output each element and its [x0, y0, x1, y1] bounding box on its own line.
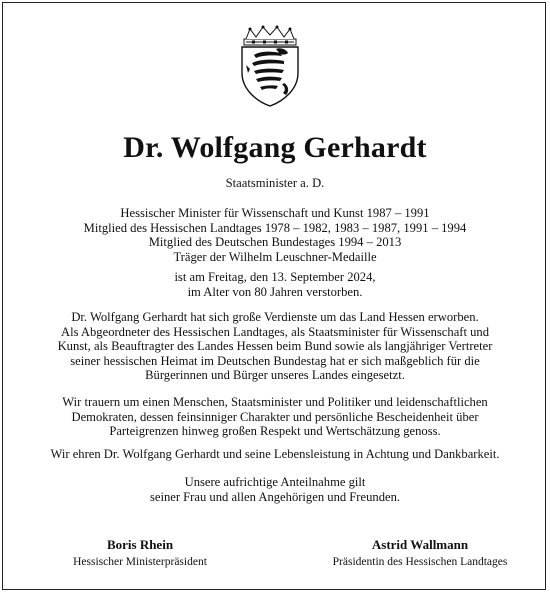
career-line: Mitglied des Hessischen Landtages 1978 – 1982, 1983 – 1987, 1991 – 1994 [83, 220, 467, 235]
paragraph-line: Parteigrenzen hinweg großen Respekt und Wertschätzung genoss. [109, 424, 441, 439]
career-line: Mitglied des Deutschen Bundestages 1994 – 2013 [148, 235, 402, 250]
honor-paragraph [0, 447, 550, 462]
signatory-role: Hessischer Ministerpräsident [73, 556, 207, 568]
mourning-paragraph [0, 395, 550, 439]
death-announcement [0, 270, 550, 299]
deceased-name: Dr. Wolfgang Gerhardt [123, 131, 427, 164]
paragraph-line: Wir ehren Dr. Wolfgang Gerhardt und seine Lebensleistung in Achtung und Dankbarkeit. [50, 447, 500, 461]
paragraph-line: Demokraten, dessen feinsinniger Charakter und persönliche Bescheidenheit über [71, 409, 479, 424]
condolence-block [0, 475, 550, 504]
honorary-title [0, 176, 550, 191]
career-line: Hessischer Minister für Wissenschaft und Kunst 1987 – 1991 [120, 206, 430, 220]
death-line: ist am Freitag, den 13. September 2024, [174, 270, 376, 284]
paragraph-line: Wir trauern um einen Menschen, Staatsminister und Politiker und leidenschaftlichen [62, 395, 488, 409]
signatory-name: Boris Rhein [106, 537, 174, 552]
hesse-coat-of-arms-icon [236, 25, 304, 107]
signatory-role: Präsidentin des Hessischen Landtages [332, 556, 508, 568]
paragraph-line: Bürgerinnen und Bürger unseres Landes eingesetzt. [145, 368, 405, 383]
career-line: Träger der Wilhelm Leuschner-Medaille [173, 249, 377, 264]
career-block [0, 206, 550, 264]
paragraph-line: Kunst, als Beauftragter des Landes Hessen beim Bund sowie als langjähriger Vertreter [57, 339, 493, 354]
paragraph-line: Dr. Wolfgang Gerhardt hat sich große Verdienste um das Land Hessen erworben. [71, 310, 479, 324]
paragraph-line: seiner hessischen Heimat im Deutschen Bundestag hat er sich maßgeblich für die [70, 353, 480, 368]
condolence-line: Unsere aufrichtige Anteilnahme gilt [184, 475, 366, 489]
paragraph-line: Als Abgeordneter des Hessischen Landtages, als Staatsminister für Wissenschaft und [60, 324, 490, 339]
condolence-line: seiner Frau und allen Angehörigen und Freunden. [149, 489, 401, 504]
merits-paragraph [0, 310, 550, 383]
signatory-name: Astrid Wallmann [371, 537, 469, 552]
death-line: im Alter von 80 Jahren verstorben. [187, 284, 363, 299]
title-line: Staatsminister a. D. [225, 176, 325, 190]
